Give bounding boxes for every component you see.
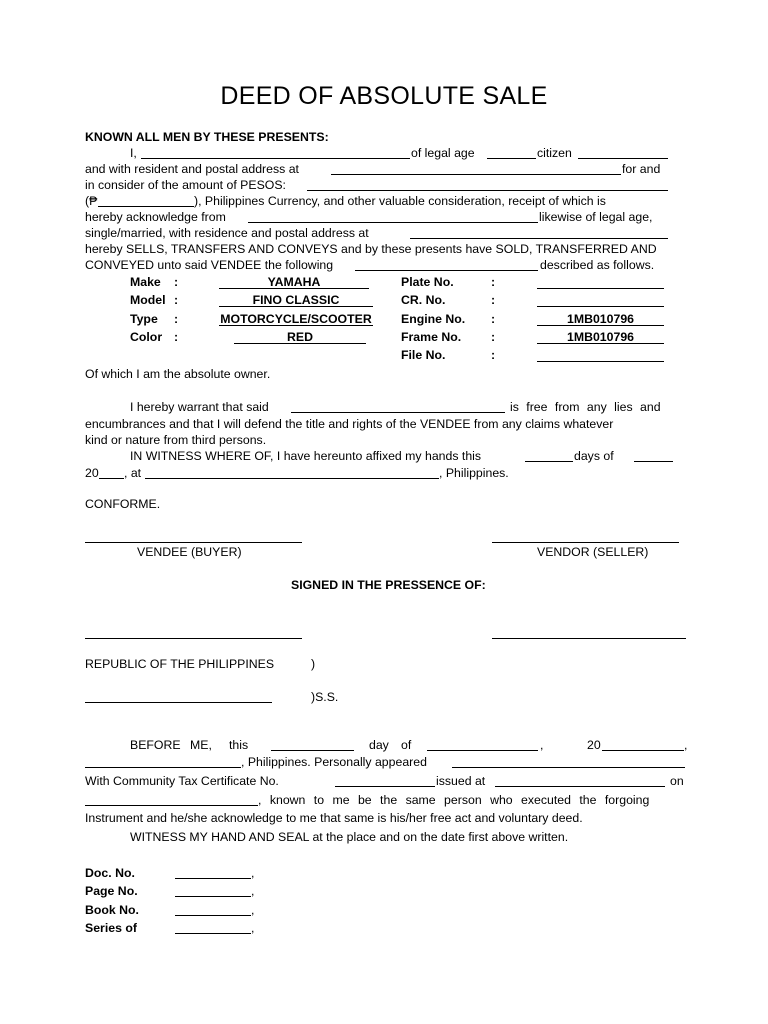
plate-colon: : (491, 275, 496, 289)
doc-no-field[interactable] (175, 878, 251, 879)
cr-colon: : (491, 293, 496, 307)
frame-value: 1MB010796 (567, 330, 634, 344)
cr-field[interactable] (537, 306, 664, 307)
file-label: File No. (401, 348, 446, 362)
doc-no-label: Doc. No. (85, 866, 135, 880)
me-label: ME, (190, 738, 212, 752)
kind-text: kind or nature from third persons. (85, 433, 267, 447)
issued-at-label: issued at (436, 774, 486, 788)
of-legal-age-label: of legal age (411, 146, 475, 160)
ack-year-prefix: 20 (587, 738, 601, 752)
seller-name-field[interactable] (141, 158, 410, 159)
amount-label: in consider of the amount of PESOS: (85, 178, 286, 192)
book-no-field[interactable] (175, 915, 251, 916)
owner-text: Of which I am the absolute owner. (85, 367, 271, 381)
series-comma: , (251, 921, 255, 935)
witness-place-field[interactable] (145, 478, 439, 479)
color-label: Color (130, 330, 163, 344)
peso-open-label: (₱ (85, 194, 98, 208)
ack-month-field[interactable] (427, 750, 538, 751)
day-label: day (369, 738, 389, 752)
ack-day-field[interactable] (271, 750, 354, 751)
amount-figures-field[interactable] (98, 206, 194, 207)
warranted-item-field[interactable] (291, 412, 505, 413)
conveyed-label: CONVEYED unto said VENDEE the following (85, 258, 334, 272)
frame-label: Frame No. (401, 330, 462, 344)
republic-paren: ) (311, 657, 316, 671)
witness-month-field[interactable] (634, 461, 673, 462)
warrant-label: I hereby warrant that said (130, 400, 269, 414)
vendor-label: VENDOR (SELLER) (537, 545, 649, 559)
page-no-field[interactable] (175, 896, 251, 897)
known-text: , known to me be the same person who executed the forgoing (258, 793, 650, 807)
file-colon: : (491, 348, 496, 362)
ack-comma-2: , (684, 738, 688, 752)
instrument-text: Instrument and he/she acknowledge to me that same is his/her free act and voluntary deed. (85, 811, 583, 825)
at-label: , at (124, 466, 142, 480)
i-label: I, (130, 146, 137, 160)
cr-label: CR. No. (401, 293, 446, 307)
is-free-label: is free from any lies and (510, 400, 661, 414)
type-colon: : (174, 312, 179, 326)
engine-colon: : (491, 312, 496, 326)
type-value: MOTORCYCLE/SCOOTER (220, 312, 372, 326)
address-label: and with resident and postal address at (85, 162, 299, 176)
model-value: FINO CLASSIC (252, 293, 340, 307)
for-and-label: for and (622, 162, 661, 176)
page-no-comma: , (251, 884, 255, 898)
appeared-label: , Philippines. Personally appeared (241, 755, 427, 769)
vendee-label: VENDEE (BUYER) (137, 545, 242, 559)
witness-hand-text: WITNESS MY HAND AND SEAL at the place and on the date first above written. (130, 830, 569, 844)
described-label: described as follows. (540, 258, 655, 272)
appeared-name-field[interactable] (452, 767, 685, 768)
buyer-address-field[interactable] (410, 238, 668, 239)
frame-underline (537, 343, 664, 344)
witness-day-field[interactable] (525, 461, 573, 462)
venue-field[interactable] (85, 702, 272, 703)
make-underline (219, 288, 369, 289)
conforme-label: CONFORME. (85, 497, 161, 511)
doc-no-comma: , (251, 866, 255, 880)
this-label: this (229, 738, 249, 752)
series-label: Series of (85, 921, 137, 935)
ctc-date-field[interactable] (85, 805, 258, 806)
model-colon: : (174, 293, 179, 307)
ss-label: )S.S. (311, 690, 339, 704)
residence-label: single/married, with residence and postal address at (85, 226, 369, 240)
days-of-label: days of (574, 449, 614, 463)
book-no-label: Book No. (85, 903, 139, 917)
ctc-label: With Community Tax Certificate No. (85, 774, 279, 788)
witness-2-signature-line[interactable] (492, 638, 686, 639)
make-value: YAMAHA (267, 275, 321, 289)
model-label: Model (130, 293, 166, 307)
ack-year-field[interactable] (602, 750, 684, 751)
on-label: on (670, 774, 684, 788)
vendee-signature-line[interactable] (85, 542, 302, 543)
make-colon: : (174, 275, 179, 289)
witness-1-signature-line[interactable] (85, 638, 302, 639)
signed-presence-heading: SIGNED IN THE PRESSENCE OF: (291, 578, 486, 592)
likewise-label: likewise of legal age, (539, 210, 653, 224)
witness-label: IN WITNESS WHERE OF, I have hereunto affixed my hands this (130, 449, 482, 463)
known-all-heading: KNOWN ALL MEN BY THESE PRESENTS: (85, 130, 329, 144)
model-underline (219, 306, 373, 307)
ack-comma-1: , (540, 738, 544, 752)
color-value: RED (287, 330, 313, 344)
color-underline (234, 343, 366, 344)
vendor-signature-line[interactable] (492, 542, 679, 543)
type-label: Type (130, 312, 158, 326)
ctc-number-field[interactable] (335, 786, 435, 787)
before-label: BEFORE (130, 738, 181, 752)
page-no-label: Page No. (85, 884, 138, 898)
color-colon: : (174, 330, 179, 344)
citizenship-field[interactable] (578, 158, 668, 159)
republic-label: REPUBLIC OF THE PHILIPPINES (85, 657, 275, 671)
amount-words-field[interactable] (307, 190, 668, 191)
currency-text: ), Philippines Currency, and other valuable consideration, receipt of which is (194, 194, 606, 208)
series-field[interactable] (175, 933, 251, 934)
file-field[interactable] (537, 361, 664, 362)
buyer-name-field[interactable] (248, 222, 538, 223)
philippines-label: , Philippines. (439, 466, 509, 480)
seller-address-field[interactable] (331, 174, 621, 175)
of-label: of (401, 738, 412, 752)
engine-underline (537, 325, 664, 326)
age-field[interactable] (487, 158, 536, 159)
ctc-place-field[interactable] (495, 786, 665, 787)
sells-text: hereby SELLS, TRANSFERS AND CONVEYS and by these presents have SOLD, TRANSFERRED AND (85, 242, 657, 256)
witness-year-field[interactable] (99, 478, 124, 479)
frame-colon: : (491, 330, 496, 344)
book-no-comma: , (251, 903, 255, 917)
year-prefix: 20 (85, 466, 99, 480)
encumbrances-text: encumbrances and that I will defend the title and rights of the VENDEE from any claims whatever (85, 417, 614, 431)
plate-field[interactable] (537, 288, 664, 289)
plate-label: Plate No. (401, 275, 454, 289)
citizen-label: citizen (537, 146, 572, 160)
acknowledge-label: hereby acknowledge from (85, 210, 226, 224)
ack-place-field[interactable] (85, 767, 241, 768)
type-underline (219, 325, 373, 326)
engine-label: Engine No. (401, 312, 466, 326)
engine-value: 1MB010796 (567, 312, 634, 326)
make-label: Make (130, 275, 161, 289)
document-title: DEED OF ABSOLUTE SALE (220, 82, 548, 110)
property-field[interactable] (355, 270, 538, 271)
